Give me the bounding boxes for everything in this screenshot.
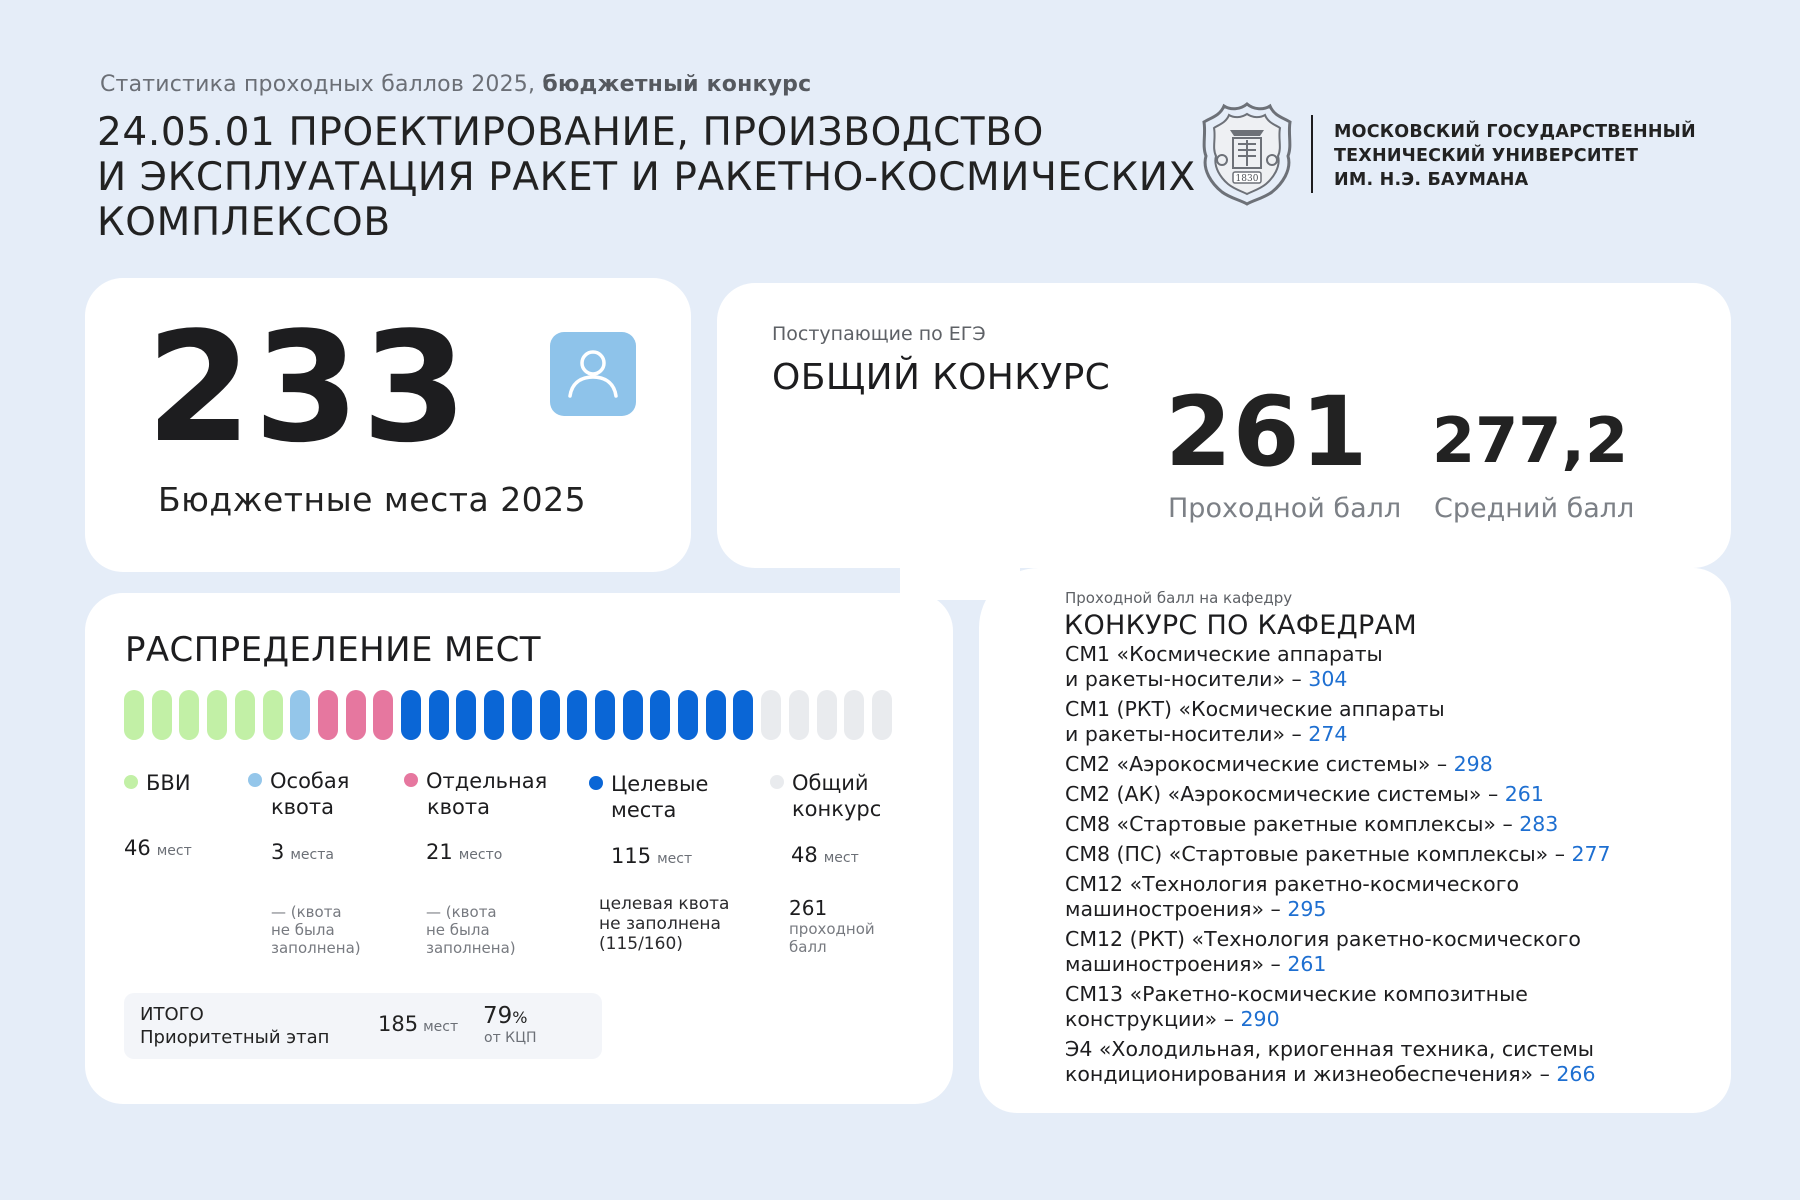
department-name: СМ1 (РКТ) «Космические аппараты и ракеты-носители» –	[1065, 697, 1445, 746]
department-item	[1065, 782, 1705, 807]
seat-pill-bvi	[263, 690, 283, 740]
count-value: 48	[791, 843, 818, 867]
seat-pill-target	[733, 690, 753, 740]
seat-pill-target	[623, 690, 643, 740]
department-score: 283	[1519, 812, 1559, 836]
department-item	[1065, 642, 1705, 692]
target-seats-count	[611, 844, 692, 868]
university-emblem-icon	[1200, 100, 1294, 206]
note-line: заполнена)	[271, 939, 361, 957]
department-item	[1065, 872, 1705, 922]
departments-title: КОНКУРС ПО КАФЕДРАМ	[1064, 610, 1417, 641]
department-item	[1065, 812, 1705, 837]
department-score: 277	[1571, 842, 1611, 866]
department-item	[1065, 982, 1705, 1032]
title-line: КОМПЛЕКСОВ	[97, 200, 391, 245]
general-competition-title: ОБЩИЙ КОНКУРС	[772, 357, 1111, 398]
seat-pill-target	[678, 690, 698, 740]
average-score-label: Средний балл	[1434, 493, 1635, 524]
note-line: — (квота	[426, 903, 497, 921]
note-line: целевая квота	[599, 894, 730, 914]
note-line: (115/160)	[599, 934, 683, 954]
general-competition-dot	[770, 775, 784, 789]
department-score: 261	[1504, 782, 1544, 806]
separate-quota-dot	[404, 773, 418, 787]
total-percent-note: от КЦП	[484, 1030, 537, 1046]
seat-pill-target	[595, 690, 615, 740]
emblem-year: 1830	[1235, 174, 1259, 184]
general-competition-note	[789, 920, 875, 956]
bvi-count	[124, 836, 192, 860]
seat-pill-separate	[373, 690, 393, 740]
department-item	[1065, 752, 1705, 777]
seat-pill-general	[817, 690, 837, 740]
separate-quota-count	[426, 840, 502, 864]
count-value: 46	[124, 836, 151, 860]
seat-pill-target	[456, 690, 476, 740]
distribution-title: РАСПРЕДЕЛЕНИЕ МЕСТ	[125, 630, 541, 670]
department-item	[1065, 927, 1705, 977]
subtitle-bold: бюджетный конкурс	[542, 72, 812, 97]
department-score: 290	[1240, 1007, 1280, 1031]
department-name: СМ2 (АК) «Аэрокосмические системы» –	[1065, 782, 1505, 806]
note-line: не была	[271, 921, 335, 939]
count-value: 21	[426, 840, 453, 864]
seat-pill-separate	[346, 690, 366, 740]
budget-seats-label: Бюджетные места 2025	[158, 480, 587, 519]
legend-label: Общий	[792, 771, 869, 795]
count-value: 115	[611, 844, 652, 868]
university-line: ИМ. Н.Э. БАУМАНА	[1334, 170, 1529, 190]
title-line: И ЭКСПЛУАТАЦИЯ РАКЕТ И РАКЕТНО-КОСМИЧЕСКИХ	[97, 155, 1196, 200]
seat-pill-target	[706, 690, 726, 740]
university-line: МОСКОВСКИЙ ГОСУДАРСТВЕННЫЙ	[1334, 122, 1696, 142]
note-line: балл	[789, 938, 827, 956]
seat-pill-general	[872, 690, 892, 740]
total-label: ИТОГО	[140, 1004, 204, 1025]
general-competition-count	[791, 843, 859, 867]
page-subtitle	[100, 72, 811, 97]
count-unit: мест	[156, 843, 192, 859]
department-name: СМ1 «Космические аппараты и ракеты-носители» –	[1065, 642, 1383, 691]
seat-pill-separate	[318, 690, 338, 740]
count-value: 185	[378, 1012, 419, 1036]
special-quota-dot	[248, 773, 262, 787]
title-line: 24.05.01 ПРОЕКТИРОВАНИЕ, ПРОИЗВОДСТВО	[97, 110, 1044, 155]
seat-pill-target	[650, 690, 670, 740]
seat-pill-bvi	[152, 690, 172, 740]
ege-label: Поступающие по ЕГЭ	[772, 323, 986, 345]
header-divider	[1311, 115, 1313, 193]
department-name: СМ13 «Ракетно-космические композитные конструкции» –	[1065, 982, 1528, 1031]
seat-pill-target	[567, 690, 587, 740]
department-name: СМ2 «Аэрокосмические системы» –	[1065, 752, 1454, 776]
count-unit: мест	[423, 1019, 459, 1035]
seat-pill-target	[484, 690, 504, 740]
seat-pills	[124, 690, 924, 742]
seat-pill-target	[401, 690, 421, 740]
department-score: 266	[1556, 1062, 1596, 1086]
seat-pill-bvi	[179, 690, 199, 740]
target-seats-dot	[589, 776, 603, 790]
legend-bvi	[124, 770, 191, 796]
count-unit: мест	[823, 850, 859, 866]
special-quota-note	[271, 903, 361, 957]
special-quota-count	[271, 840, 334, 864]
note-line: заполнена)	[426, 939, 516, 957]
note-line: не была	[426, 921, 490, 939]
department-item	[1065, 1037, 1705, 1087]
passing-score-value: 261	[1165, 376, 1369, 488]
seat-pill-general	[789, 690, 809, 740]
legend-target-seats	[589, 771, 708, 823]
general-competition-score: 261	[789, 896, 828, 920]
department-score: 274	[1308, 722, 1348, 746]
total-count	[378, 1012, 458, 1036]
seat-pill-bvi	[235, 690, 255, 740]
percent-sign: %	[512, 1008, 528, 1027]
seat-pill-target	[540, 690, 560, 740]
percent-value: 79	[483, 1003, 513, 1029]
user-icon	[550, 332, 636, 416]
seat-pill-target	[512, 690, 532, 740]
total-percent	[483, 1003, 527, 1029]
budget-seats-value: 233	[146, 299, 470, 476]
seat-pill-bvi	[207, 690, 227, 740]
department-score: 295	[1287, 897, 1327, 921]
target-seats-note	[599, 894, 729, 954]
average-score-value: 277,2	[1432, 404, 1629, 477]
count-unit: мест	[657, 851, 693, 867]
separate-quota-note	[426, 903, 516, 957]
legend-label: квота	[427, 795, 491, 819]
legend-label: Особая	[270, 769, 350, 793]
total-box	[124, 993, 602, 1059]
department-name: СМ12 «Технология ракетно-космического машиностроения» –	[1065, 872, 1520, 921]
seat-pill-bvi	[124, 690, 144, 740]
passing-score-label: Проходной балл	[1168, 493, 1402, 524]
seat-pill-special	[290, 690, 310, 740]
legend-general-competition	[770, 770, 881, 822]
department-name: СМ8 (ПС) «Стартовые ракетные комплексы» –	[1065, 842, 1572, 866]
seat-pill-target	[429, 690, 449, 740]
subtitle-text: Статистика проходных баллов 2025,	[100, 72, 536, 97]
legend-label: места	[611, 798, 677, 822]
department-name: СМ12 (РКТ) «Технология ракетно-космического машиностроения» –	[1065, 927, 1581, 976]
department-score: 298	[1453, 752, 1493, 776]
legend-label: Отдельная	[426, 769, 548, 793]
seat-pill-general	[761, 690, 781, 740]
count-unit: место	[458, 847, 503, 863]
count-unit: места	[290, 847, 334, 863]
note-line: не заполнена	[599, 914, 721, 934]
legend-label: Целевые	[611, 772, 709, 796]
department-name: СМ8 «Стартовые ракетные комплексы» –	[1065, 812, 1520, 836]
legend-special-quota	[248, 768, 349, 820]
page-title	[97, 110, 1217, 245]
note-line: проходной	[789, 920, 875, 938]
department-item	[1065, 697, 1705, 747]
legend-label: квота	[271, 795, 335, 819]
departments-list	[1065, 642, 1705, 1092]
department-name: Э4 «Холодильная, криогенная техника, системы кондиционирования и жизнеобеспечения» –	[1065, 1037, 1594, 1086]
count-value: 3	[271, 840, 285, 864]
note-line: — (квота	[271, 903, 342, 921]
department-item	[1065, 842, 1705, 867]
department-score: 261	[1287, 952, 1327, 976]
seat-pill-general	[844, 690, 864, 740]
university-name	[1334, 120, 1696, 192]
priority-stage-label: Приоритетный этап	[140, 1027, 330, 1048]
legend-separate-quota	[404, 768, 547, 820]
university-line: ТЕХНИЧЕСКИЙ УНИВЕРСИТЕТ	[1334, 146, 1639, 166]
legend-label: БВИ	[146, 771, 191, 795]
department-score: 304	[1308, 667, 1348, 691]
departments-label: Проходной балл на кафедру	[1065, 589, 1293, 607]
bvi-dot	[124, 775, 138, 789]
legend-label: конкурс	[792, 797, 882, 821]
